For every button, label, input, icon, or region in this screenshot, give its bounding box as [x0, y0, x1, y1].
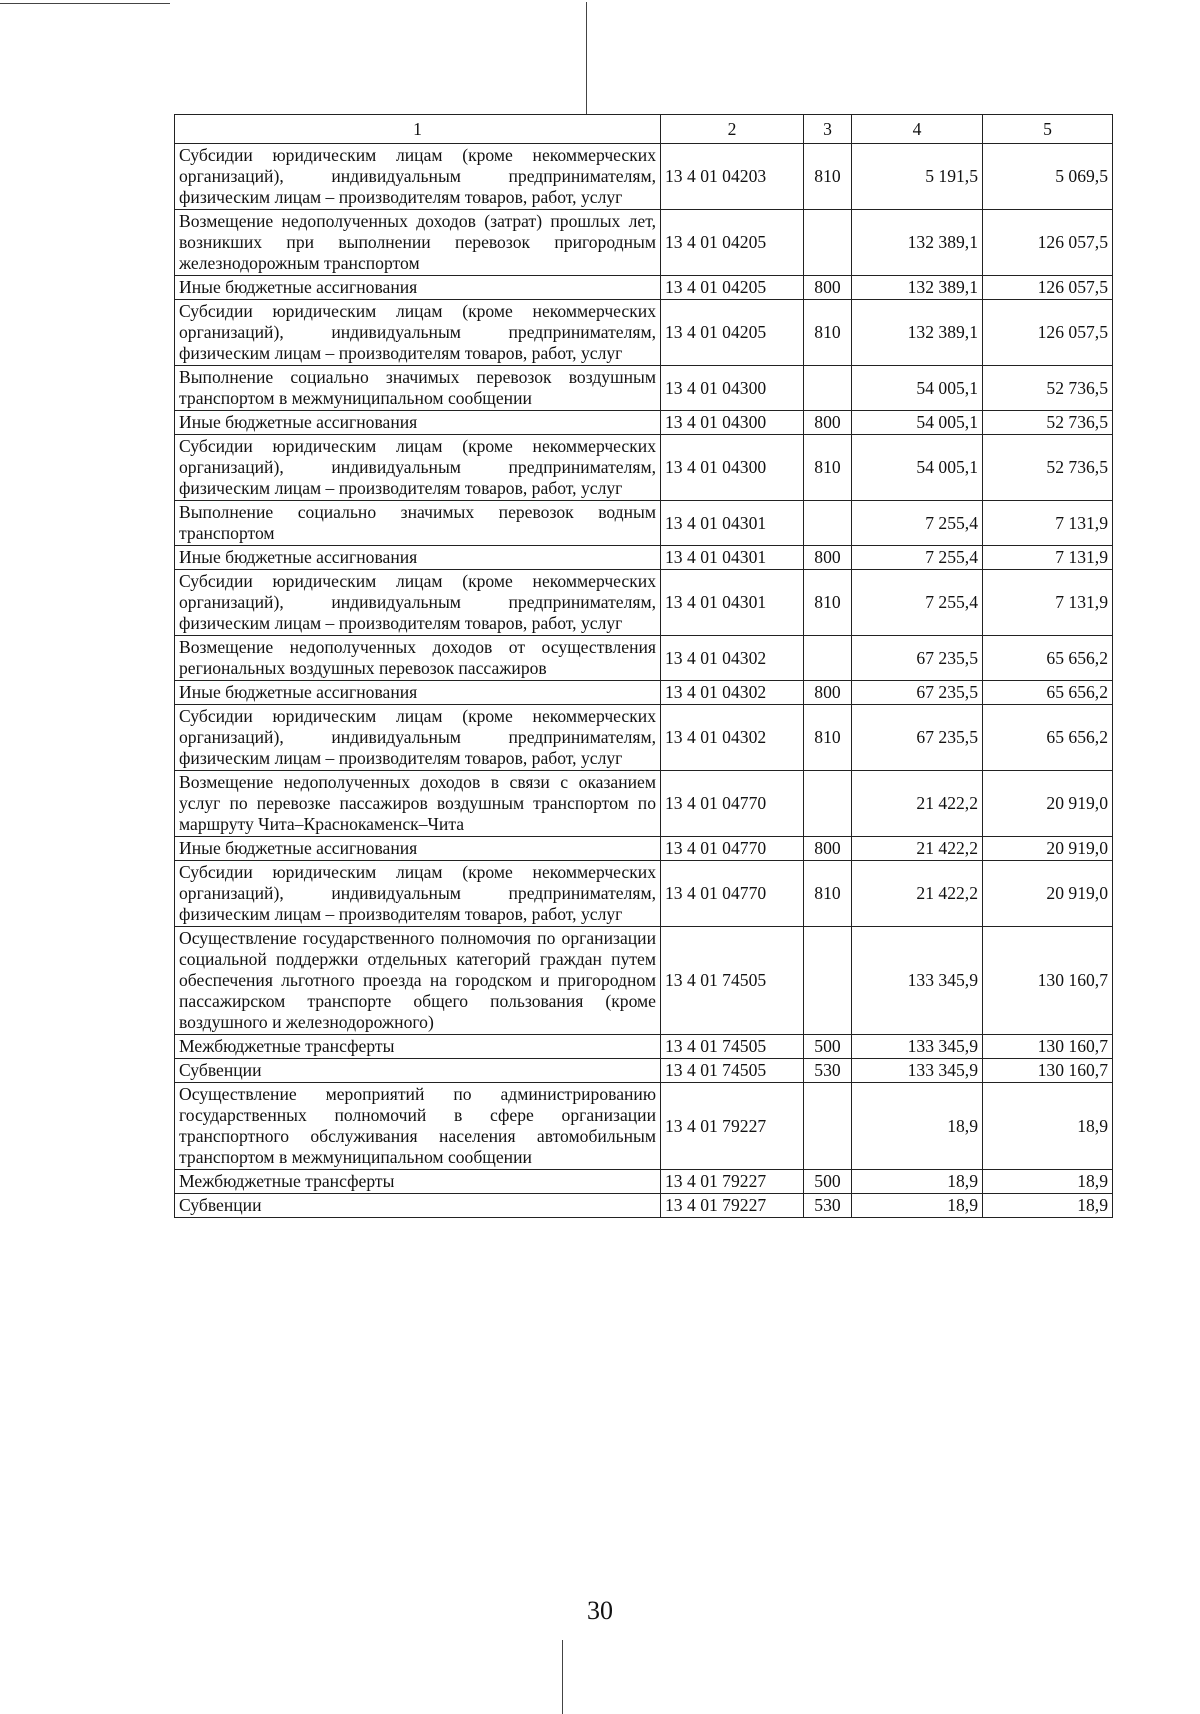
row-value-col5-cell: 126 057,5	[983, 300, 1113, 366]
row-value-col5-cell: 18,9	[983, 1194, 1113, 1218]
row-name-cell: Выполнение социально значимых перевозок водным транспортом	[175, 501, 661, 546]
row-name-cell: Возмещение недополученных доходов (затрат) прошлых лет, возникших при выполнении перевозок пригородным железнодорожным транспортом	[175, 210, 661, 276]
row-code-cell: 13 4 01 79227	[661, 1194, 804, 1218]
table-row	[175, 1194, 1113, 1218]
row-expense-type-cell: 810	[804, 861, 852, 927]
row-name-cell: Возмещение недополученных доходов в связи с оказанием услуг по перевозке пассажиров воздушным транспортом по маршруту Чита–Краснокаменск–Чита	[175, 771, 661, 837]
row-value-col4-cell: 132 389,1	[852, 276, 983, 300]
row-expense-type-cell	[804, 771, 852, 837]
row-value-col5-cell: 126 057,5	[983, 210, 1113, 276]
row-code-cell: 13 4 01 04300	[661, 435, 804, 501]
row-code-cell: 13 4 01 04770	[661, 771, 804, 837]
row-value-col5-cell: 65 656,2	[983, 681, 1113, 705]
table-row	[175, 1035, 1113, 1059]
row-name-cell: Осуществление мероприятий по администрированию государственных полномочий в сфере организации транспортного обслуживания населения автомобильным транспортом в межмуниципальном сообщении	[175, 1083, 661, 1170]
row-expense-type-cell: 800	[804, 681, 852, 705]
row-code-cell: 13 4 01 04205	[661, 300, 804, 366]
row-value-col4-cell: 132 389,1	[852, 300, 983, 366]
table-header-row	[175, 115, 1113, 144]
table-row	[175, 546, 1113, 570]
row-value-col5-cell: 65 656,2	[983, 705, 1113, 771]
row-value-col5-cell: 130 160,7	[983, 927, 1113, 1035]
row-expense-type-cell: 530	[804, 1059, 852, 1083]
row-code-cell: 13 4 01 79227	[661, 1083, 804, 1170]
row-code-cell: 13 4 01 04302	[661, 681, 804, 705]
column-header: 5	[983, 115, 1113, 144]
row-value-col4-cell: 21 422,2	[852, 861, 983, 927]
row-value-col4-cell: 67 235,5	[852, 681, 983, 705]
row-value-col4-cell: 21 422,2	[852, 771, 983, 837]
row-value-col4-cell: 54 005,1	[852, 411, 983, 435]
table-row	[175, 927, 1113, 1035]
row-name-cell: Осуществление государственного полномочия по организации социальной поддержки отдельных категорий граждан путем обеспечения льготного проезда на городском и пригородном пассажирском транспорте общего пользования (кроме воздушного и железнодорожного)	[175, 927, 661, 1035]
row-value-col5-cell: 130 160,7	[983, 1035, 1113, 1059]
table-row	[175, 501, 1113, 546]
row-value-col4-cell: 67 235,5	[852, 636, 983, 681]
row-name-cell: Иные бюджетные ассигнования	[175, 546, 661, 570]
row-name-cell: Иные бюджетные ассигнования	[175, 411, 661, 435]
row-value-col4-cell: 54 005,1	[852, 435, 983, 501]
row-name-cell: Возмещение недополученных доходов от осуществления региональных воздушных перевозок пассажиров	[175, 636, 661, 681]
row-value-col4-cell: 18,9	[852, 1170, 983, 1194]
row-value-col4-cell: 5 191,5	[852, 144, 983, 210]
row-value-col4-cell: 21 422,2	[852, 837, 983, 861]
row-code-cell: 13 4 01 04205	[661, 276, 804, 300]
row-code-cell: 13 4 01 04770	[661, 837, 804, 861]
scan-artifact-line	[0, 3, 170, 4]
table-row	[175, 771, 1113, 837]
row-value-col5-cell: 126 057,5	[983, 276, 1113, 300]
row-code-cell: 13 4 01 74505	[661, 1035, 804, 1059]
row-value-col5-cell: 52 736,5	[983, 411, 1113, 435]
table-row	[175, 1083, 1113, 1170]
row-name-cell: Выполнение социально значимых перевозок воздушным транспортом в межмуниципальном сообщении	[175, 366, 661, 411]
row-value-col4-cell: 132 389,1	[852, 210, 983, 276]
row-expense-type-cell: 810	[804, 300, 852, 366]
row-expense-type-cell	[804, 1083, 852, 1170]
row-expense-type-cell: 500	[804, 1170, 852, 1194]
row-expense-type-cell: 810	[804, 144, 852, 210]
table-row	[175, 681, 1113, 705]
row-expense-type-cell: 810	[804, 570, 852, 636]
row-expense-type-cell: 810	[804, 435, 852, 501]
row-expense-type-cell: 800	[804, 546, 852, 570]
row-code-cell: 13 4 01 04300	[661, 366, 804, 411]
row-value-col4-cell: 18,9	[852, 1083, 983, 1170]
column-header: 4	[852, 115, 983, 144]
row-code-cell: 13 4 01 04301	[661, 501, 804, 546]
row-value-col4-cell: 7 255,4	[852, 546, 983, 570]
row-value-col5-cell: 20 919,0	[983, 771, 1113, 837]
table-row	[175, 144, 1113, 210]
row-expense-type-cell: 500	[804, 1035, 852, 1059]
scan-artifact-line	[562, 1640, 563, 1714]
row-expense-type-cell: 800	[804, 411, 852, 435]
row-expense-type-cell	[804, 210, 852, 276]
row-expense-type-cell	[804, 501, 852, 546]
row-name-cell: Межбюджетные трансферты	[175, 1170, 661, 1194]
table-row	[175, 837, 1113, 861]
row-code-cell: 13 4 01 04300	[661, 411, 804, 435]
row-code-cell: 13 4 01 04203	[661, 144, 804, 210]
column-header: 3	[804, 115, 852, 144]
row-name-cell: Субсидии юридическим лицам (кроме некоммерческих организаций), индивидуальным предпринимателям, физическим лицам – производителям товаров, работ, услуг	[175, 435, 661, 501]
row-value-col5-cell: 130 160,7	[983, 1059, 1113, 1083]
row-code-cell: 13 4 01 04302	[661, 705, 804, 771]
row-value-col5-cell: 52 736,5	[983, 435, 1113, 501]
row-expense-type-cell: 810	[804, 705, 852, 771]
table-row	[175, 435, 1113, 501]
row-name-cell: Иные бюджетные ассигнования	[175, 276, 661, 300]
row-name-cell: Субсидии юридическим лицам (кроме некоммерческих организаций), индивидуальным предпринимателям, физическим лицам – производителям товаров, работ, услуг	[175, 861, 661, 927]
row-value-col5-cell: 7 131,9	[983, 570, 1113, 636]
row-name-cell: Субсидии юридическим лицам (кроме некоммерческих организаций), индивидуальным предпринимателям, физическим лицам – производителям товаров, работ, услуг	[175, 144, 661, 210]
row-code-cell: 13 4 01 04301	[661, 570, 804, 636]
row-name-cell: Иные бюджетные ассигнования	[175, 837, 661, 861]
row-name-cell: Субсидии юридическим лицам (кроме некоммерческих организаций), индивидуальным предпринимателям, физическим лицам – производителям товаров, работ, услуг	[175, 300, 661, 366]
row-value-col4-cell: 54 005,1	[852, 366, 983, 411]
row-value-col4-cell: 133 345,9	[852, 1059, 983, 1083]
row-expense-type-cell	[804, 366, 852, 411]
row-value-col5-cell: 18,9	[983, 1170, 1113, 1194]
row-code-cell: 13 4 01 04302	[661, 636, 804, 681]
row-name-cell: Субсидии юридическим лицам (кроме некоммерческих организаций), индивидуальным предпринимателям, физическим лицам – производителям товаров, работ, услуг	[175, 705, 661, 771]
row-value-col4-cell: 7 255,4	[852, 570, 983, 636]
row-expense-type-cell: 800	[804, 837, 852, 861]
row-value-col4-cell: 133 345,9	[852, 927, 983, 1035]
table-row	[175, 1170, 1113, 1194]
budget-table	[174, 114, 1113, 1218]
row-code-cell: 13 4 01 79227	[661, 1170, 804, 1194]
row-value-col4-cell: 133 345,9	[852, 1035, 983, 1059]
row-code-cell: 13 4 01 04770	[661, 861, 804, 927]
table-row	[175, 300, 1113, 366]
row-name-cell: Субсидии юридическим лицам (кроме некоммерческих организаций), индивидуальным предпринимателям, физическим лицам – производителям товаров, работ, услуг	[175, 570, 661, 636]
row-expense-type-cell: 800	[804, 276, 852, 300]
row-value-col4-cell: 7 255,4	[852, 501, 983, 546]
row-value-col5-cell: 18,9	[983, 1083, 1113, 1170]
row-name-cell: Межбюджетные трансферты	[175, 1035, 661, 1059]
table-row	[175, 411, 1113, 435]
row-code-cell: 13 4 01 04205	[661, 210, 804, 276]
row-value-col5-cell: 52 736,5	[983, 366, 1113, 411]
row-expense-type-cell	[804, 927, 852, 1035]
table-row	[175, 636, 1113, 681]
column-header: 2	[661, 115, 804, 144]
row-code-cell: 13 4 01 74505	[661, 1059, 804, 1083]
row-value-col4-cell: 67 235,5	[852, 705, 983, 771]
row-value-col5-cell: 20 919,0	[983, 861, 1113, 927]
row-value-col5-cell: 7 131,9	[983, 546, 1113, 570]
table-row	[175, 366, 1113, 411]
row-value-col5-cell: 5 069,5	[983, 144, 1113, 210]
scan-artifact-line	[586, 2, 587, 114]
row-name-cell: Иные бюджетные ассигнования	[175, 681, 661, 705]
row-value-col5-cell: 7 131,9	[983, 501, 1113, 546]
row-expense-type-cell: 530	[804, 1194, 852, 1218]
table-row	[175, 861, 1113, 927]
row-name-cell: Субвенции	[175, 1194, 661, 1218]
page-number: 30	[587, 1596, 613, 1625]
table-row	[175, 210, 1113, 276]
row-value-col4-cell: 18,9	[852, 1194, 983, 1218]
table-row	[175, 705, 1113, 771]
table-row	[175, 276, 1113, 300]
row-value-col5-cell: 20 919,0	[983, 837, 1113, 861]
row-expense-type-cell	[804, 636, 852, 681]
row-name-cell: Субвенции	[175, 1059, 661, 1083]
row-code-cell: 13 4 01 74505	[661, 927, 804, 1035]
row-value-col5-cell: 65 656,2	[983, 636, 1113, 681]
row-code-cell: 13 4 01 04301	[661, 546, 804, 570]
table-row	[175, 1059, 1113, 1083]
column-header: 1	[175, 115, 661, 144]
table-row	[175, 570, 1113, 636]
